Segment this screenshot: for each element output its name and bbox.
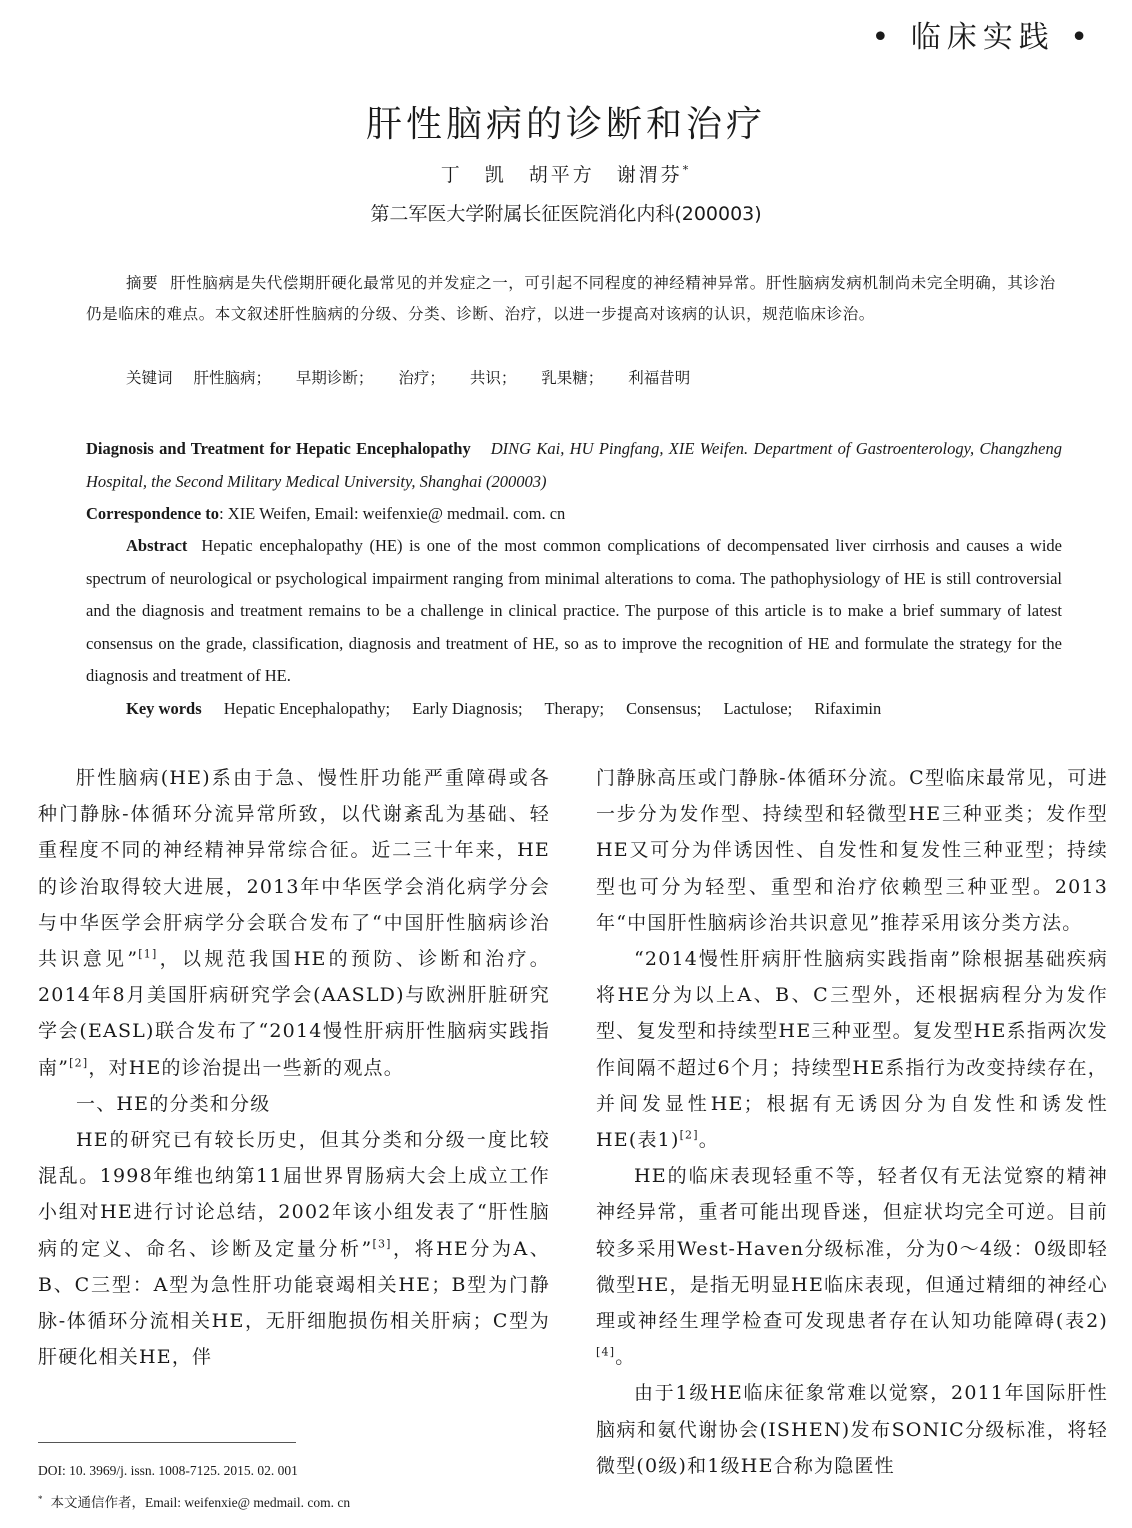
paragraph-text: 。 — [698, 1129, 719, 1152]
chinese-abstract-text: 肝性脑病是失代偿期肝硬化最常见的并发症之一，可引起不同程度的神经精神异常。肝性脑病发病机制尚未完全明确，其诊治仍是临床的难点。本文叙述肝性脑病的分级、分类、诊断、治疗，以进一步提高对该病的认识，规范临床诊治。 — [86, 274, 1056, 323]
citation-ref[interactable]: [3] — [372, 1237, 392, 1251]
authors-text: 丁 凯 胡平方 谢渭芬 — [440, 164, 683, 186]
correspondence-line — [86, 498, 1062, 531]
body-column-right — [596, 760, 1108, 1484]
citation-ref[interactable]: [2] — [69, 1056, 89, 1070]
doi-footnote: DOI: 10. 3969/j. issn. 1008-7125. 2015. 02. 001 — [38, 1463, 298, 1478]
body-paragraph — [596, 1158, 1108, 1375]
english-keyword: Consensus; — [626, 699, 702, 718]
footnote-text: 本文通信作者，Email: weifenxie@ medmail. com. cn — [50, 1495, 351, 1510]
citation-ref[interactable]: [4] — [596, 1345, 616, 1359]
corresponding-author-mark: * — [682, 163, 692, 177]
body-paragraph — [596, 941, 1108, 1158]
paragraph-text: ，对HE的诊治提出一些新的观点。 — [88, 1056, 404, 1079]
english-keywords — [86, 693, 1062, 726]
paragraph-text: HE的临床表现轻重不等，轻者仅有无法觉察的精神神经异常，重者可能出现昏迷，但症状均完全可逆。目前较多采用West-Haven分级标准，分为0～4级：0级即轻微型HE，是指无明显HE临床表现，但通过精细的神经心理或神经生理学检查可发现患者存在认知功能障碍(表2) — [596, 1165, 1108, 1333]
english-abstract-text: Hepatic encephalopathy (HE) is one of the most common complications of decompensated liver cirrhosis and causes a wide spectrum of neurological or psychological impairment ranging from minimal alterations to coma. The pathophysiology of HE is still controversial and the diagnosis and treatment remains to be a challenge in clinical practice. The purpose of this article is to make a brief summary of latest consensus on the grade, classification, diagnosis and treatment of HE, so as to improve the recognition of HE and formulate the strategy for the diagnosis and treatment of HE. — [86, 536, 1062, 685]
author-affiliation: 第二军医大学附属长征医院消化内科(200003) — [370, 203, 762, 225]
english-keyword: Rifaximin — [814, 699, 882, 718]
paragraph-text: 。 — [615, 1346, 636, 1369]
english-keyword: Lactulose; — [723, 699, 793, 718]
footnote-mark: * — [38, 1493, 43, 1504]
corresponding-author-footnote — [38, 1491, 350, 1511]
english-title: Diagnosis and Treatment for Hepatic Encephalopathy — [86, 439, 471, 458]
paragraph-text: “2014慢性肝病肝性脑病实践指南”除根据基础疾病将HE分为以上A、B、C三型外，还根据病程分为发作型、复发型和持续型HE三种亚型。复发型HE系指两次发作间隔不超过6个月；持续型HE系指行为改变持续存在，并间发显性HE；根据有无诱因分为自发性和诱发性HE(表1) — [596, 948, 1108, 1152]
body-paragraph: 门静脉高压或门静脉-体循环分流。C型临床最常见，可进一步分为发作型、持续型和轻微型HE三种亚类；发作型HE又可分为伴诱因性、自发性和复发性三种亚型；持续型也可分为轻型、重型和治疗依赖型三种亚型。2013年“中国肝性脑病诊治共识意见”推荐采用该分类方法。 — [596, 767, 1108, 934]
english-authors-affiliation: DING Kai, HU Pingfang, XIE Weifen. Department of Gastroenterology, Changzheng Hospital, the Second Military Medical University, Shanghai (200003) — [86, 439, 1062, 491]
body-column-left — [38, 760, 550, 1375]
english-abstract-label: Abstract — [126, 536, 188, 555]
english-keyword: Early Diagnosis; — [412, 699, 523, 718]
correspondence-text: : XIE Weifen, Email: weifenxie@ medmail. com. cn — [219, 504, 566, 523]
author-list — [0, 160, 1132, 187]
body-paragraph — [38, 1122, 550, 1375]
paragraph-text: ，将HE分为A、B、C三型：A型为急性肝功能衰竭相关HE；B型为门静脉-体循环分流相关HE，无肝细胞损伤相关肝病；C型为肝硬化相关HE，伴 — [38, 1237, 551, 1369]
citation-ref[interactable]: [2] — [679, 1128, 699, 1142]
citation-ref[interactable]: [1] — [138, 947, 158, 961]
paragraph-text: HE的研究已有较长历史，但其分类和分级一度比较混乱。1998年维也纳第11届世界胃肠病大会上成立工作小组对HE进行讨论总结，2002年该小组发表了“肝性脑病的定义、命名、诊断及定量分析” — [38, 1129, 550, 1260]
chinese-keyword: 治疗； — [398, 369, 445, 387]
correspondence-label: Correspondence to — [86, 504, 220, 523]
chinese-keywords — [126, 366, 710, 388]
chinese-abstract — [86, 268, 1062, 330]
section-tag: • 临床实践 • — [871, 20, 1094, 55]
article-title: 肝性脑病的诊断和治疗 — [365, 104, 766, 146]
paragraph-text: 肝性脑病(HE)系由于急、慢性肝功能严重障碍或各种门静脉-体循环分流异常所致，以代谢紊乱为基础、轻重程度不同的神经精神异常综合征。近二三十年来，HE的诊治取得较大进展，2013年中华医学会消化病学分会与中华医学会肝病学分会联合发布了“中国肝性脑病诊治共识意见” — [38, 767, 550, 971]
english-keyword: Therapy; — [544, 699, 605, 718]
chinese-keywords-label: 关键词 — [126, 369, 173, 387]
english-keywords-label: Key words — [126, 699, 202, 718]
chinese-keyword: 早期诊断； — [295, 369, 374, 387]
chinese-keyword: 乳果糖； — [541, 369, 604, 387]
body-paragraph: 由于1级HE临床征象常难以觉察，2011年国际肝性脑病和氨代谢协会(ISHEN)发布SONIC分级标准，将轻微型(0级)和1级HE合称为隐匿性 — [596, 1382, 1108, 1477]
chinese-keyword: 肝性脑病； — [193, 369, 271, 387]
english-keyword: Hepatic Encephalopathy; — [223, 699, 391, 718]
chinese-abstract-label: 摘要 — [126, 274, 159, 292]
chinese-keyword: 共识； — [469, 369, 517, 387]
english-title-block — [86, 433, 1062, 498]
section-heading: 一、HE的分类和分级 — [76, 1092, 271, 1115]
english-abstract — [86, 530, 1062, 693]
footnote-divider — [38, 1442, 296, 1443]
body-paragraph — [38, 760, 550, 1086]
paragraph-text: ，以规范我国HE的预防、诊断和治疗。2014年8月美国肝病研究学会(AASLD)与欧洲肝脏研究学会(EASL)联合发布了“2014慢性肝病肝性脑病实践指南” — [38, 948, 550, 1079]
chinese-keyword: 利福昔明 — [628, 369, 691, 387]
